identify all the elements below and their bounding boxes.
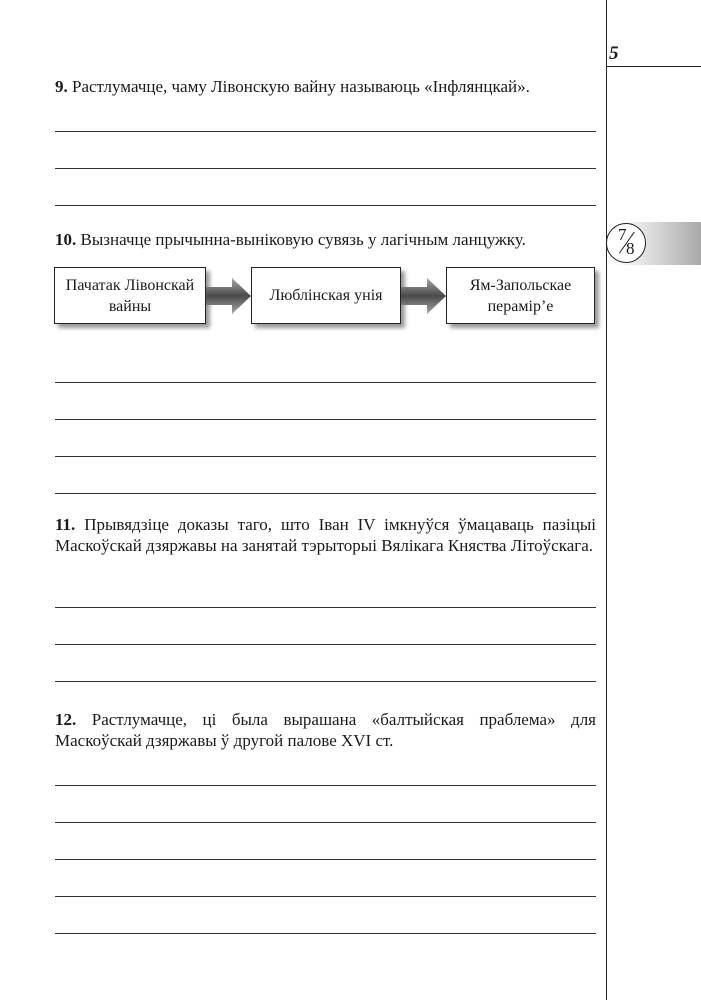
margin-rule (606, 0, 607, 1000)
question-10 (55, 229, 596, 250)
question-number: 12. (55, 710, 77, 729)
answer-line[interactable] (55, 644, 596, 645)
arrow-right-icon (206, 277, 252, 315)
question-text: Растлумачце, чаму Лівонскую вайну называюць «Інфлянцкай». (72, 77, 530, 96)
header-rule (606, 66, 701, 67)
question-text: Вызначце прычынна-выніковую сувязь у лагічным ланцужку. (80, 230, 526, 249)
arrow-right-icon (401, 277, 447, 315)
question-12 (55, 709, 596, 751)
answer-line[interactable] (55, 785, 596, 786)
answer-line[interactable] (55, 822, 596, 823)
page-number: 5 (609, 43, 619, 64)
answer-line[interactable] (55, 607, 596, 608)
question-11 (55, 514, 596, 556)
question-number: 10. (55, 230, 77, 249)
question-number: 11. (55, 515, 76, 534)
answer-line[interactable] (55, 859, 596, 860)
answer-line[interactable] (55, 493, 596, 494)
chain-box-union-of-lublin: Люблінская унія (251, 267, 401, 324)
answer-line[interactable] (55, 681, 596, 682)
answer-line[interactable] (55, 205, 596, 206)
answer-line[interactable] (55, 131, 596, 132)
answer-line[interactable] (55, 896, 596, 897)
answer-line[interactable] (55, 168, 596, 169)
answer-line[interactable] (55, 419, 596, 420)
question-9 (55, 76, 596, 97)
chain-box-truce-of-yam-zapolski: Ям-Запольскае перамір’е (446, 267, 595, 324)
question-text: Растлумачце, ці была вырашана «балтыйская праблема» для Маскоўскай дзяржавы ў другой палове XVI ст. (55, 710, 596, 750)
answer-line[interactable] (55, 382, 596, 383)
chain-box-start-of-livonian-war: Пачатак Лівонскай вайны (54, 267, 206, 324)
question-text: Прывядзіце доказы таго, што Іван IV імкнуўся ўмацаваць пазіцыі Маскоўскай дзяржавы на занятай тэрыторыі Вялікага Княства Літоўскага. (55, 515, 596, 555)
answer-line[interactable] (55, 456, 596, 457)
answer-line[interactable] (55, 933, 596, 934)
grade-bottom: 8 (626, 239, 635, 258)
grade-top: 7 (618, 225, 627, 244)
grade-badge (606, 223, 646, 263)
question-number: 9. (55, 77, 68, 96)
